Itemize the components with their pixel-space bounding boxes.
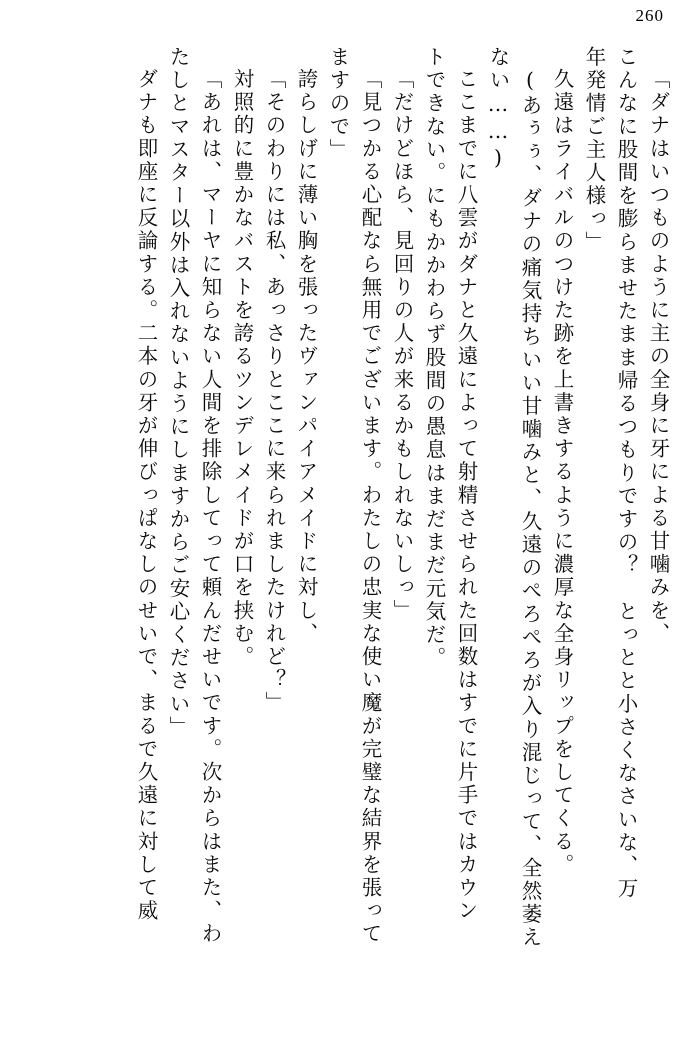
text-line: こんなに股間を膨らませたまま帰るつもりですの？ とっとと小さくなさいな、万 (614, 46, 638, 901)
text-line: 「だけどほら、見回りの人が来るかもしれないしっ」 (390, 68, 414, 623)
text-line: ここまでに八雲がダナと久遠によって射精させられた回数はすでに片手ではカウン (454, 68, 478, 923)
vertical-text-body (22, 46, 668, 1034)
text-line: 対照的に豊かなバストを誇るツンデレメイドが口を挟む。 (230, 68, 254, 669)
text-line: ダナも即座に反論する。二本の牙が伸びっぱなしのせいで、まるで久遠に対して威 (134, 68, 158, 923)
text-line: 「見つかる心配なら無用でございます。わたしの忠実な使い魔が完璧な結界を張って (358, 68, 382, 946)
text-line: たしとマスター以外は入れないようにしますからご安心ください」 (166, 46, 190, 739)
text-line: ない……) (486, 46, 510, 172)
text-line: 誇らしげに薄い胸を張ったヴァンパイアメイドに対し、 (294, 68, 318, 646)
text-line: (あぅぅ、ダナの痛気持ちいい甘噛みと、久遠のぺろぺろが入り混じって、全然萎え (518, 68, 542, 950)
text-line: 年発情ご主人様っ」 (582, 46, 606, 254)
text-line: 「あれは、マーヤに知らない人間を排除してって頼んだせいです。次からはまた、わ (198, 68, 222, 946)
text-line: ますので」 (326, 46, 350, 162)
text-line: 「ダナはいつものように主の全身に牙による甘噛みを、 (646, 68, 670, 646)
page-number: 260 (635, 6, 664, 25)
text-line: 久遠はライバルのつけた跡を上書きするように濃厚な全身リップをしてくる。 (550, 68, 574, 877)
text-line: トできない。にもかかわらず股間の愚息はまだまだ元気だ。 (422, 46, 446, 670)
text-line: 「そのわりには私、あっさりとここに来られましたけれど？」 (262, 68, 286, 715)
